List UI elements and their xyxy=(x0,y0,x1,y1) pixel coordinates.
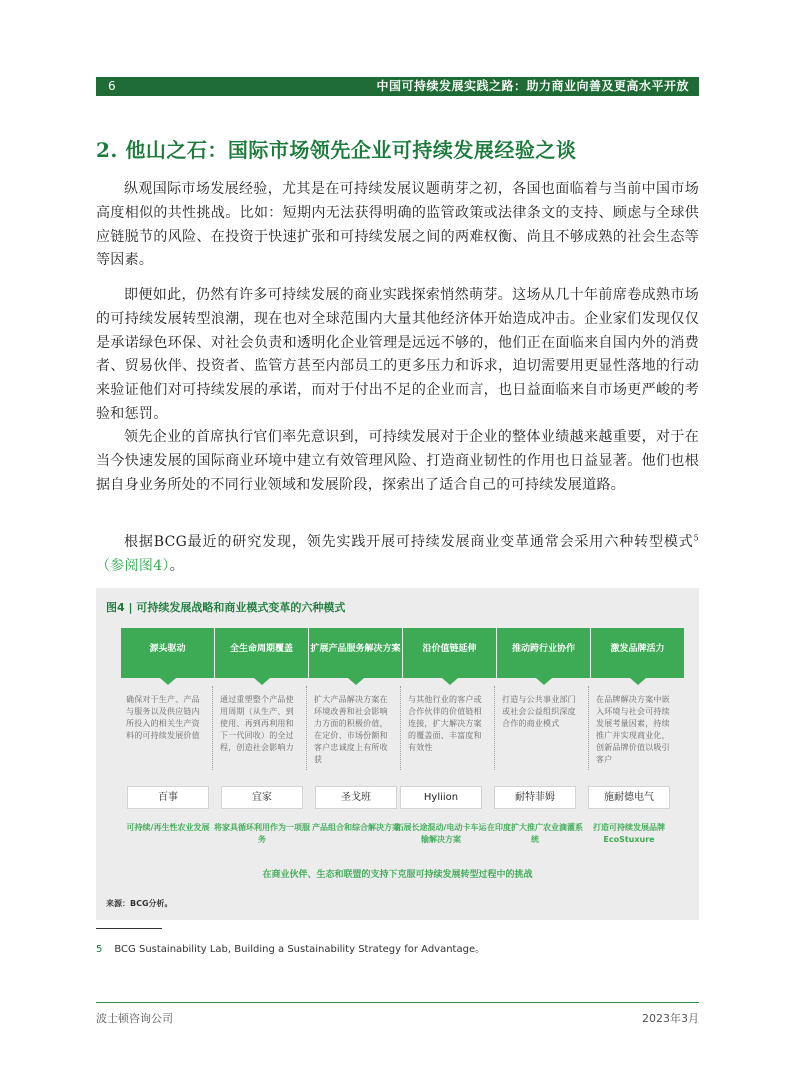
footnote-text: BCG Sustainability Lab, Building a Sustainability Strategy for Advantage。 xyxy=(114,944,486,955)
step-lifecycle: 全生命周期覆盖 xyxy=(215,628,308,678)
paragraph-2: 即便如此，仍然有许多可持续发展的商业实践探索悄然萌芽。这场从几十年前席卷成熟市场的可持续发展转型浪潮，现在也对全球范围内大量其他经济体开始造成冲击。企业家们发现仅仅是承诺绿色环保、对社会负责和透明化企业管理是远远不够的，他们正在面临来自国内外的消费者、贸易伙伴、投资者、监管方甚至内部员工的更多压力和诉求，迫切需要用更显性落地的行动来验证他们对可持续发展的承诺，而对于付出不足的企业而言，也日益面临来自市场更严峻的考验和惩罚。 xyxy=(96,287,699,422)
paragraph-4 xyxy=(96,531,699,579)
step-product-solutions: 扩展产品服务解决方案 xyxy=(309,628,402,678)
paragraph-3: 领先企业的首席执行官们率先意识到，可持续发展对于企业的整体业绩越来越重要，对于在当今快速发展的国际商业环境中建立有效管理风险、打造商业韧性的作用也日益显著。他们也根据自身业务所处的不同行业领域和发展阶段，探索出了适合自己的可持续发展道路。 xyxy=(96,429,699,493)
paragraph-4-end: 。 xyxy=(169,557,185,574)
company-highlight: 可持续/再生性农业发展 xyxy=(126,823,210,832)
company-box: Hyliion xyxy=(400,786,482,809)
column-divider xyxy=(306,686,307,770)
figure-source: 来源：BCG分析。 xyxy=(106,899,173,908)
footnote-mark[interactable]: 5 xyxy=(693,533,699,543)
footnote-number: 5 xyxy=(96,944,103,955)
company-highlight: 将家具循环利用作为一项服务 xyxy=(214,823,310,844)
footnote-rule xyxy=(96,928,162,929)
column-divider xyxy=(400,686,401,770)
company-box: 圣戈班 xyxy=(315,786,397,809)
company-highlight: 产品组合和综合解决方案 xyxy=(312,823,400,832)
company-box: 施耐德电气 xyxy=(588,786,670,809)
step-description: 通过重塑整个产品使用周期（从生产、到使用、再到再利用和下一代回收）的全过程，创造社会影响力 xyxy=(220,695,294,752)
column-divider xyxy=(588,686,589,770)
step-description: 与其他行业的客户或合作伙伴的价值链相连接，扩大解决方案的覆盖面、丰富度和有效性 xyxy=(408,695,482,752)
footer-company: 波士顿咨询公司 xyxy=(96,1012,173,1025)
figure-challenge: 在商业伙伴、生态和联盟的支持下克服可持续发展转型过程中的挑战 xyxy=(262,870,533,880)
figure-reference-link[interactable]: （参阅图4） xyxy=(96,557,170,574)
company-highlight: 打造可持续发展品牌EcoStuxure xyxy=(593,823,665,844)
page-number: 6 xyxy=(108,79,116,93)
figure-title: 图4 | 可持续发展战略和商业模式变革的六种模式 xyxy=(106,601,346,614)
step-description: 在品牌解决方案中嵌入环境与社会可持续发展考量因素，持续推广并实现商业化，创新品牌价值以吸引客户 xyxy=(596,695,670,764)
company-box: 宜家 xyxy=(221,786,303,809)
column-divider xyxy=(494,686,495,770)
step-description: 扩大产品解决方案在环境改善和社会影响力方面的积极价值，在定价、市场份额和客户忠诚度上有所收获 xyxy=(314,695,388,764)
figure-4 xyxy=(96,588,699,920)
section-title: 2. 他山之石：国际市场领先企业可持续发展经验之谈 xyxy=(96,138,577,162)
step-value-chain: 沿价值链延伸 xyxy=(403,628,496,678)
step-cross-industry: 推动跨行业协作 xyxy=(497,628,590,678)
company-highlight: 在印度扩大推广农业滴灌系统 xyxy=(487,823,583,844)
running-title: 中国可持续发展实践之路：助力商业向善及更高水平开放 xyxy=(376,79,689,93)
paragraph-4-text: 根据BCG最近的研究发现，领先实践开展可持续发展商业变革通常会采用六种转型模式 xyxy=(124,534,694,550)
company-box: 耐特菲姆 xyxy=(494,786,576,809)
company-highlight: 拓展长途混动/电动卡车运输解决方案 xyxy=(395,823,487,844)
header-bar xyxy=(96,77,699,96)
paragraph-1: 纵观国际市场发展经验，尤其是在可持续发展议题萌芽之初，各国也面临着与当前中国市场高度相似的共性挑战。比如：短期内无法获得明确的监管政策或法律条文的支持、顾虑与全球供应链脱节的风险、在投资于快速扩张和可持续发展之间的两难权衡、尚且不够成熟的社会生态等等因素。 xyxy=(96,181,699,269)
footer-rule xyxy=(96,1002,699,1003)
step-description: 确保对于生产、产品与服务以及供应链内所投入的相关生产资料的可持续发展价值 xyxy=(126,695,200,740)
step-description: 打造与公共事业部门或社会公益组织深度合作的商业模式 xyxy=(502,695,576,728)
company-box: 百事 xyxy=(127,786,209,809)
step-source-driven: 源头驱动 xyxy=(121,628,214,678)
footer-date: 2023年3月 xyxy=(642,1012,699,1025)
step-brand-vitality: 激发品牌活力 xyxy=(591,628,684,678)
column-divider xyxy=(212,686,213,770)
footnote xyxy=(96,940,485,955)
